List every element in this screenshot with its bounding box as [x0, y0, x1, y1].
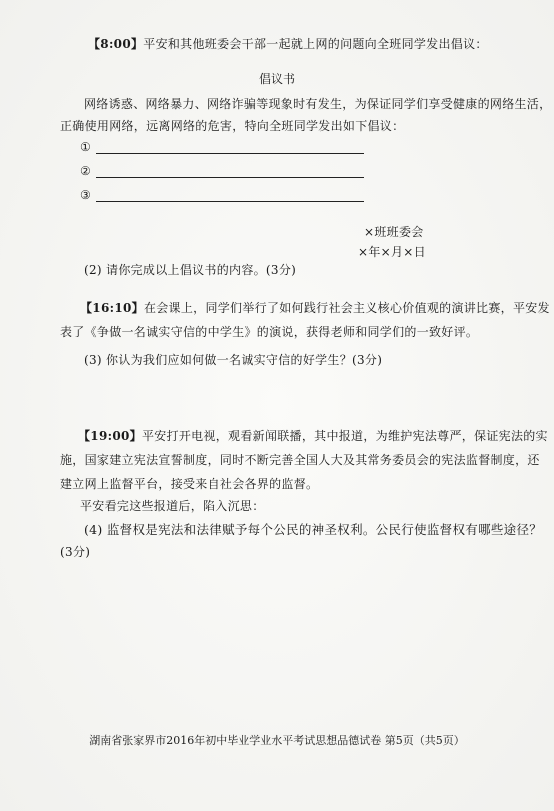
section3-line1 [78, 428, 548, 444]
answer-blank-line[interactable] [96, 153, 364, 154]
section1-text: 平安和其他班委会干部一起就上网的问题向全班同学发出倡议： [143, 37, 488, 51]
question-4-line1: (4) 监督权是宪法和法律赋予每个公民的神圣权利。公民行使监督权有哪些途径？ [84, 522, 543, 537]
blank-number: ② [80, 164, 91, 178]
section3-line4: 平安看完这些报道后，陷入沉思： [80, 499, 265, 513]
answer-blank-line[interactable] [96, 201, 364, 202]
question-3: (3) 你认为我们应如何做一名诚实守信的好学生？(3分) [84, 353, 383, 367]
section2-time: 【16:10】 [80, 301, 144, 315]
proposal-para-line1: 网络诱惑、网络暴力、网络诈骗等现象时有发生，为保证同学们享受健康的网络生活， [84, 97, 552, 111]
answer-blank-line[interactable] [96, 177, 364, 178]
section1-line [88, 36, 488, 52]
blank-number: ③ [80, 188, 91, 202]
section2-text-1: 在会课上，同学们举行了如何践行社会主义核心价值观的演讲比赛，平安发 [143, 301, 550, 315]
question-2: (2) 请你完成以上倡议书的内容。(3分) [84, 263, 297, 277]
proposal-date: ×年×月×日 [358, 245, 426, 259]
question-4-line2: (3分) [60, 545, 91, 559]
section3-line3: 建立网上监督平台，接受来自社会各界的监督。 [60, 477, 319, 491]
page-footer: 湖南省张家界市2016年初中毕业学业水平考试思想品德试卷 第5页（共5页） [89, 734, 465, 747]
section2-line1 [80, 300, 550, 316]
proposal-title: 倡议书 [258, 72, 295, 86]
blank-number: ① [80, 140, 91, 154]
section3-time: 【19:00】 [78, 429, 142, 443]
section3-text-1: 平安打开电视，观看新闻联播，其中报道，为维护宪法尊严，保证宪法的实 [141, 429, 548, 443]
section1-time: 【8:00】 [88, 37, 144, 51]
section2-line2: 表了《争做一名诚实守信的中学生》的演说，获得老师和同学们的一致好评。 [60, 325, 479, 339]
proposal-signer: ×班班委会 [364, 225, 424, 239]
proposal-para-line2: 正确使用网络，远离网络的危害，特向全班同学发出如下倡议： [60, 119, 405, 133]
section3-line2: 施，国家建立宪法宣誓制度，同时不断完善全国人大及其常务委员会的宪法监督制度，还 [60, 453, 540, 467]
